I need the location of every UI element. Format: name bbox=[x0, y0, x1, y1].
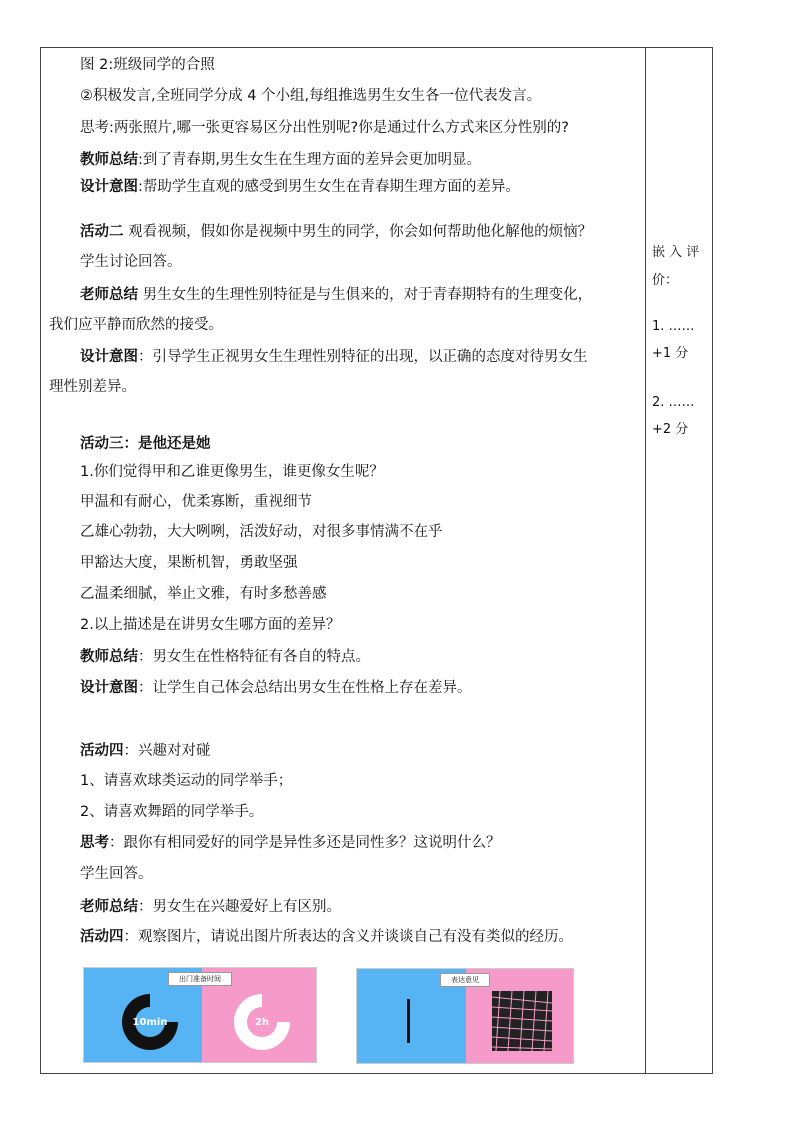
text: :帮助学生直观的感受到男生女生在青春期生理方面的差异。 bbox=[138, 179, 520, 195]
text-line: 乙雄心勃勃，大大咧咧，活泼好动，对很多事情满不在乎 bbox=[80, 524, 443, 540]
side-title: 嵌 入 评 bbox=[652, 245, 700, 260]
teacher-summary bbox=[80, 897, 341, 917]
text-line: 甲温和有耐心，优柔寡断，重视细节 bbox=[80, 494, 312, 510]
donut-label: 2h bbox=[254, 1016, 270, 1028]
side-title-2: 价： bbox=[652, 273, 679, 288]
text-line: 乙温柔细腻，举止文雅，有时多愁善感 bbox=[80, 586, 327, 602]
activity-2-heading bbox=[80, 222, 592, 242]
text-line: 学生回答。 bbox=[80, 866, 153, 882]
label: 老师总结 bbox=[80, 899, 138, 915]
text: :到了青春期,男生女生在生理方面的差异会更加明显。 bbox=[138, 152, 481, 168]
design-intent bbox=[80, 678, 472, 698]
label: 思考 bbox=[80, 835, 109, 851]
column-divider bbox=[645, 47, 646, 1074]
text-line: 理性别差异。 bbox=[49, 379, 136, 395]
donut-label: 10min bbox=[132, 1016, 168, 1028]
side-item-1-score: +1 分 bbox=[652, 346, 689, 361]
text-line: 甲豁达大度，果断机智，勇敢坚强 bbox=[80, 555, 298, 571]
label: 设计意图 bbox=[80, 349, 138, 365]
text: 男生女生的生理性别特征是与生俱来的，对于青春期特有的生理变化， bbox=[138, 287, 593, 303]
text-line: ②积极发言,全班同学分成 4 个小组,每组推选男生女生各一位代表发言。 bbox=[80, 88, 542, 104]
text-line: 1、请喜欢球类运动的同学举手； bbox=[80, 773, 293, 789]
text: ：让学生自己体会总结出男女生在性格上存在差异。 bbox=[138, 680, 472, 696]
side-item-2-score: +2 分 bbox=[652, 422, 689, 437]
teacher-summary bbox=[80, 285, 592, 305]
activity-4b-heading bbox=[80, 927, 573, 947]
text: ：男女生在兴趣爱好上有区别。 bbox=[138, 899, 341, 915]
label: 设计意图 bbox=[80, 179, 138, 195]
text-line: 2.以上描述是在讲男女生哪方面的差异？ bbox=[80, 617, 341, 633]
prep-time-image bbox=[83, 967, 317, 1063]
straight-line-icon bbox=[407, 999, 410, 1043]
label: 活动四 bbox=[80, 929, 124, 945]
text: ：观察图片，请说出图片所表达的含义并谈谈自己有没有类似的经历。 bbox=[123, 929, 573, 945]
donut-10min bbox=[122, 994, 178, 1050]
teacher-summary bbox=[80, 150, 481, 170]
side-item-2: 2. …… bbox=[652, 395, 695, 410]
text: ：兴趣对对碰 bbox=[123, 743, 211, 759]
text-line: 学生讨论回答。 bbox=[80, 254, 182, 270]
label: 教师总结 bbox=[80, 152, 138, 168]
design-intent bbox=[80, 347, 588, 367]
text: ：男女生在性格特征有各自的特点。 bbox=[138, 649, 370, 665]
image-caption: 出门准备时间 bbox=[168, 972, 232, 986]
design-intent bbox=[80, 177, 520, 197]
text: ：跟你有相同爱好的同学是异性多还是同性多？这说明什么？ bbox=[109, 835, 501, 851]
figure-caption: 图 2:班级同学的合照 bbox=[80, 57, 215, 73]
image-caption: 表达意见 bbox=[440, 973, 490, 987]
text-line: 思考:两张照片,哪一张更容易区分出性别呢?你是通过什么方式来区分性别的? bbox=[80, 120, 569, 136]
text-line: 1.你们觉得甲和乙谁更像男生，谁更像女生呢？ bbox=[80, 464, 384, 480]
activity-3-heading: 活动三：是他还是她 bbox=[80, 436, 211, 452]
text: ：引导学生正视男女生生理性别特征的出现，以正确的态度对待男女生 bbox=[138, 349, 588, 365]
teacher-summary bbox=[80, 647, 370, 667]
label: 活动二 bbox=[80, 224, 124, 240]
activity-4-heading bbox=[80, 741, 211, 761]
label: 活动四 bbox=[80, 743, 124, 759]
label: 老师总结 bbox=[80, 287, 138, 303]
text-line: 2、请喜欢舞蹈的同学举手。 bbox=[80, 804, 264, 820]
side-item-1: 1. …… bbox=[652, 319, 695, 334]
text: 观看视频，假如你是视频中男生的同学，你会如何帮助他化解他的烦恼？ bbox=[123, 224, 593, 240]
label: 设计意图 bbox=[80, 680, 138, 696]
think-line bbox=[80, 833, 501, 853]
tangled-lines-icon bbox=[490, 989, 554, 1053]
text-line: 我们应平静而欣然的接受。 bbox=[49, 317, 223, 333]
opinion-image bbox=[356, 968, 574, 1064]
label: 教师总结 bbox=[80, 649, 138, 665]
donut-2h bbox=[234, 994, 290, 1050]
